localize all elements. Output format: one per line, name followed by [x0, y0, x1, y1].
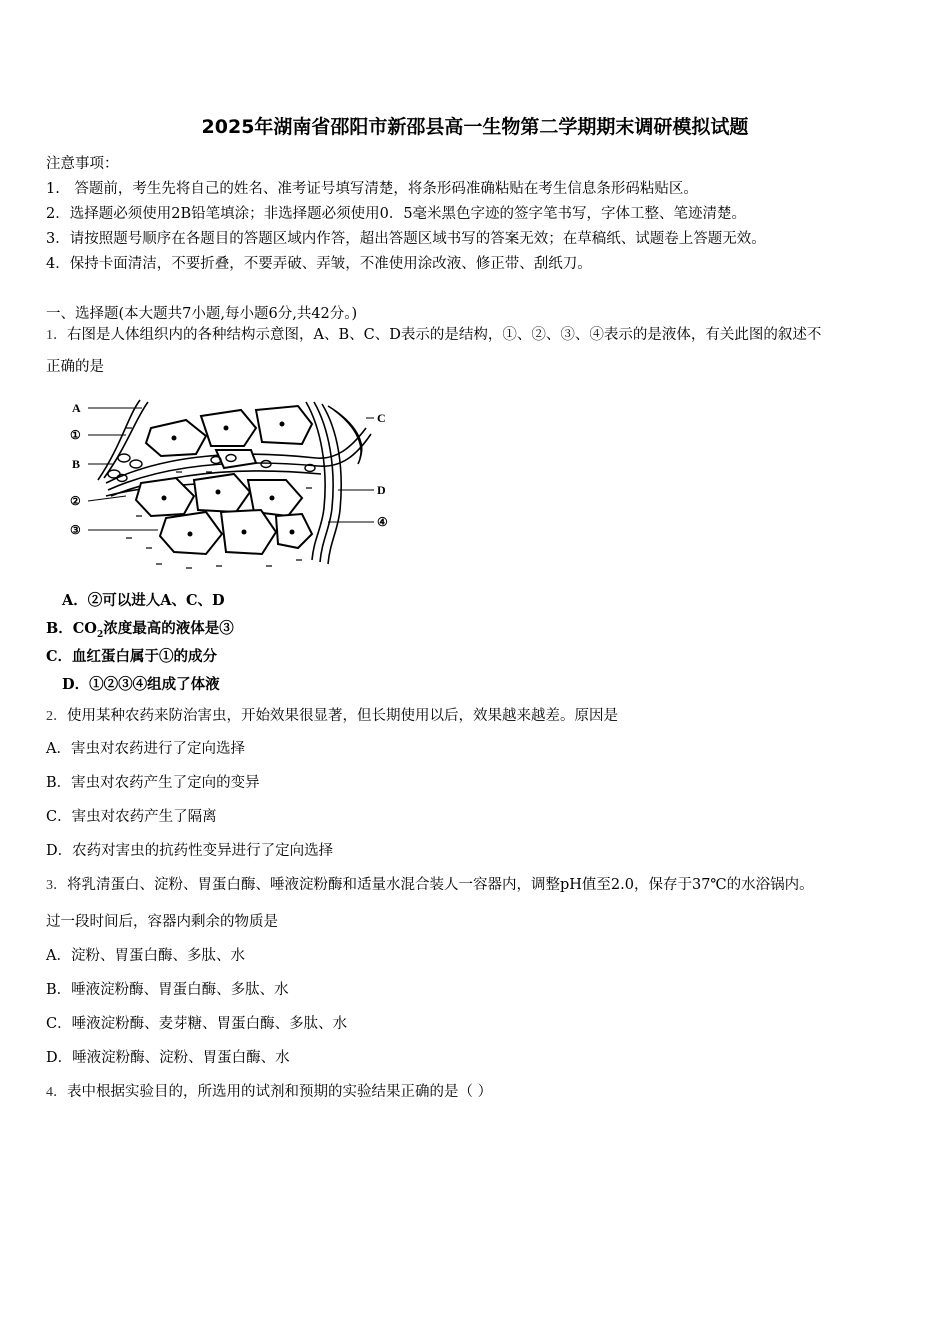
tissue-diagram [66, 388, 396, 580]
tissue-structure-figure [66, 388, 396, 580]
notice-heading: 注意事项： [46, 156, 119, 172]
q1-option-c: C．血红蛋白属于①的成分 [46, 648, 218, 665]
question-text: 将乳清蛋白、淀粉、胃蛋白酶、唾液淀粉酶和适量水混合装人一容器内，调整pH值至2.0，保存于37℃的水浴锅内。 [67, 877, 814, 893]
question-4-stem [46, 1080, 492, 1101]
option-text: B．CO [46, 620, 97, 637]
q2-option-b: B．害虫对农药产生了定向的变异 [46, 775, 260, 791]
q1-option-a: A．②可以进人A、C、D [62, 592, 225, 609]
question-number: 3． [46, 878, 67, 893]
question-1-stem [46, 323, 821, 344]
question-text: 右图是人体组织内的各种结构示意图，A、B、C、D表示的是结构，①、②、③、④表示的是液体，有关此图的叙述不 [67, 327, 822, 343]
question-number: 2． [46, 709, 67, 724]
question-2-stem [46, 704, 618, 725]
notice-item: 4．保持卡面清洁，不要折叠，不要弄破、弄皱，不准使用涂改液、修正带、刮纸刀。 [46, 256, 592, 272]
page-title: 2025年湖南省邵阳市新邵县高一生物第二学期期末调研模拟试题 [201, 116, 749, 138]
section-heading: 一、选择题(本大题共7小题,每小题6分,共42分。) [46, 306, 358, 322]
q2-option-d: D．农药对害虫的抗药性变异进行了定向选择 [46, 843, 334, 859]
figure-label-d: D [377, 483, 386, 497]
option-text: 浓度最高的液体是③ [103, 620, 234, 637]
question-1-stem-cont: 正确的是 [46, 359, 104, 375]
figure-label-1: ① [70, 428, 81, 442]
question-text: 使用某种农药来防治害虫，开始效果很显著，但长期使用以后，效果越来越差。原因是 [67, 708, 618, 724]
question-text: 表中根据实验目的，所选用的试剂和预期的实验结果正确的是（ ） [67, 1084, 493, 1100]
figure-label-2: ② [70, 494, 81, 508]
notice-item: 2．选择题必须使用2B铅笔填涂；非选择题必须使用0．5毫米黑色字迹的签字笔书写，字体工整、笔迹清楚。 [46, 206, 747, 222]
question-number: 4． [46, 1085, 67, 1100]
question-3-stem [46, 873, 814, 894]
q3-option-a: A．淀粉、胃蛋白酶、多肽、水 [46, 948, 245, 964]
figure-label-c: C [377, 411, 386, 425]
q2-option-c: C．害虫对农药产生了隔离 [46, 809, 217, 825]
q3-option-c: C．唾液淀粉酶、麦芽糖、胃蛋白酶、多肽、水 [46, 1016, 348, 1032]
figure-label-3: ③ [70, 523, 81, 537]
q3-option-b: B．唾液淀粉酶、胃蛋白酶、多肽、水 [46, 982, 289, 998]
question-number: 1． [46, 328, 67, 343]
notice-item: 1. 答题前，考生先将自己的姓名、准考证号填写清楚，将条形码准确粘贴在考生信息条形码粘贴区。 [46, 181, 698, 197]
question-3-stem-cont: 过一段时间后，容器内剩余的物质是 [46, 914, 278, 930]
q1-option-b [46, 617, 234, 640]
notice-item: 3．请按照题号顺序在各题目的答题区域内作答，超出答题区域书写的答案无效；在草稿纸、试题卷上答题无效。 [46, 231, 766, 247]
figure-label-a: A [72, 401, 81, 415]
figure-label-4: ④ [377, 515, 388, 529]
q3-option-d: D．唾液淀粉酶、淀粉、胃蛋白酶、水 [46, 1050, 290, 1066]
q1-option-d: D．①②③④组成了体液 [62, 676, 220, 693]
q2-option-a: A．害虫对农药进行了定向选择 [46, 741, 245, 757]
figure-label-b: B [72, 457, 81, 471]
subscript: 2 [96, 629, 104, 640]
